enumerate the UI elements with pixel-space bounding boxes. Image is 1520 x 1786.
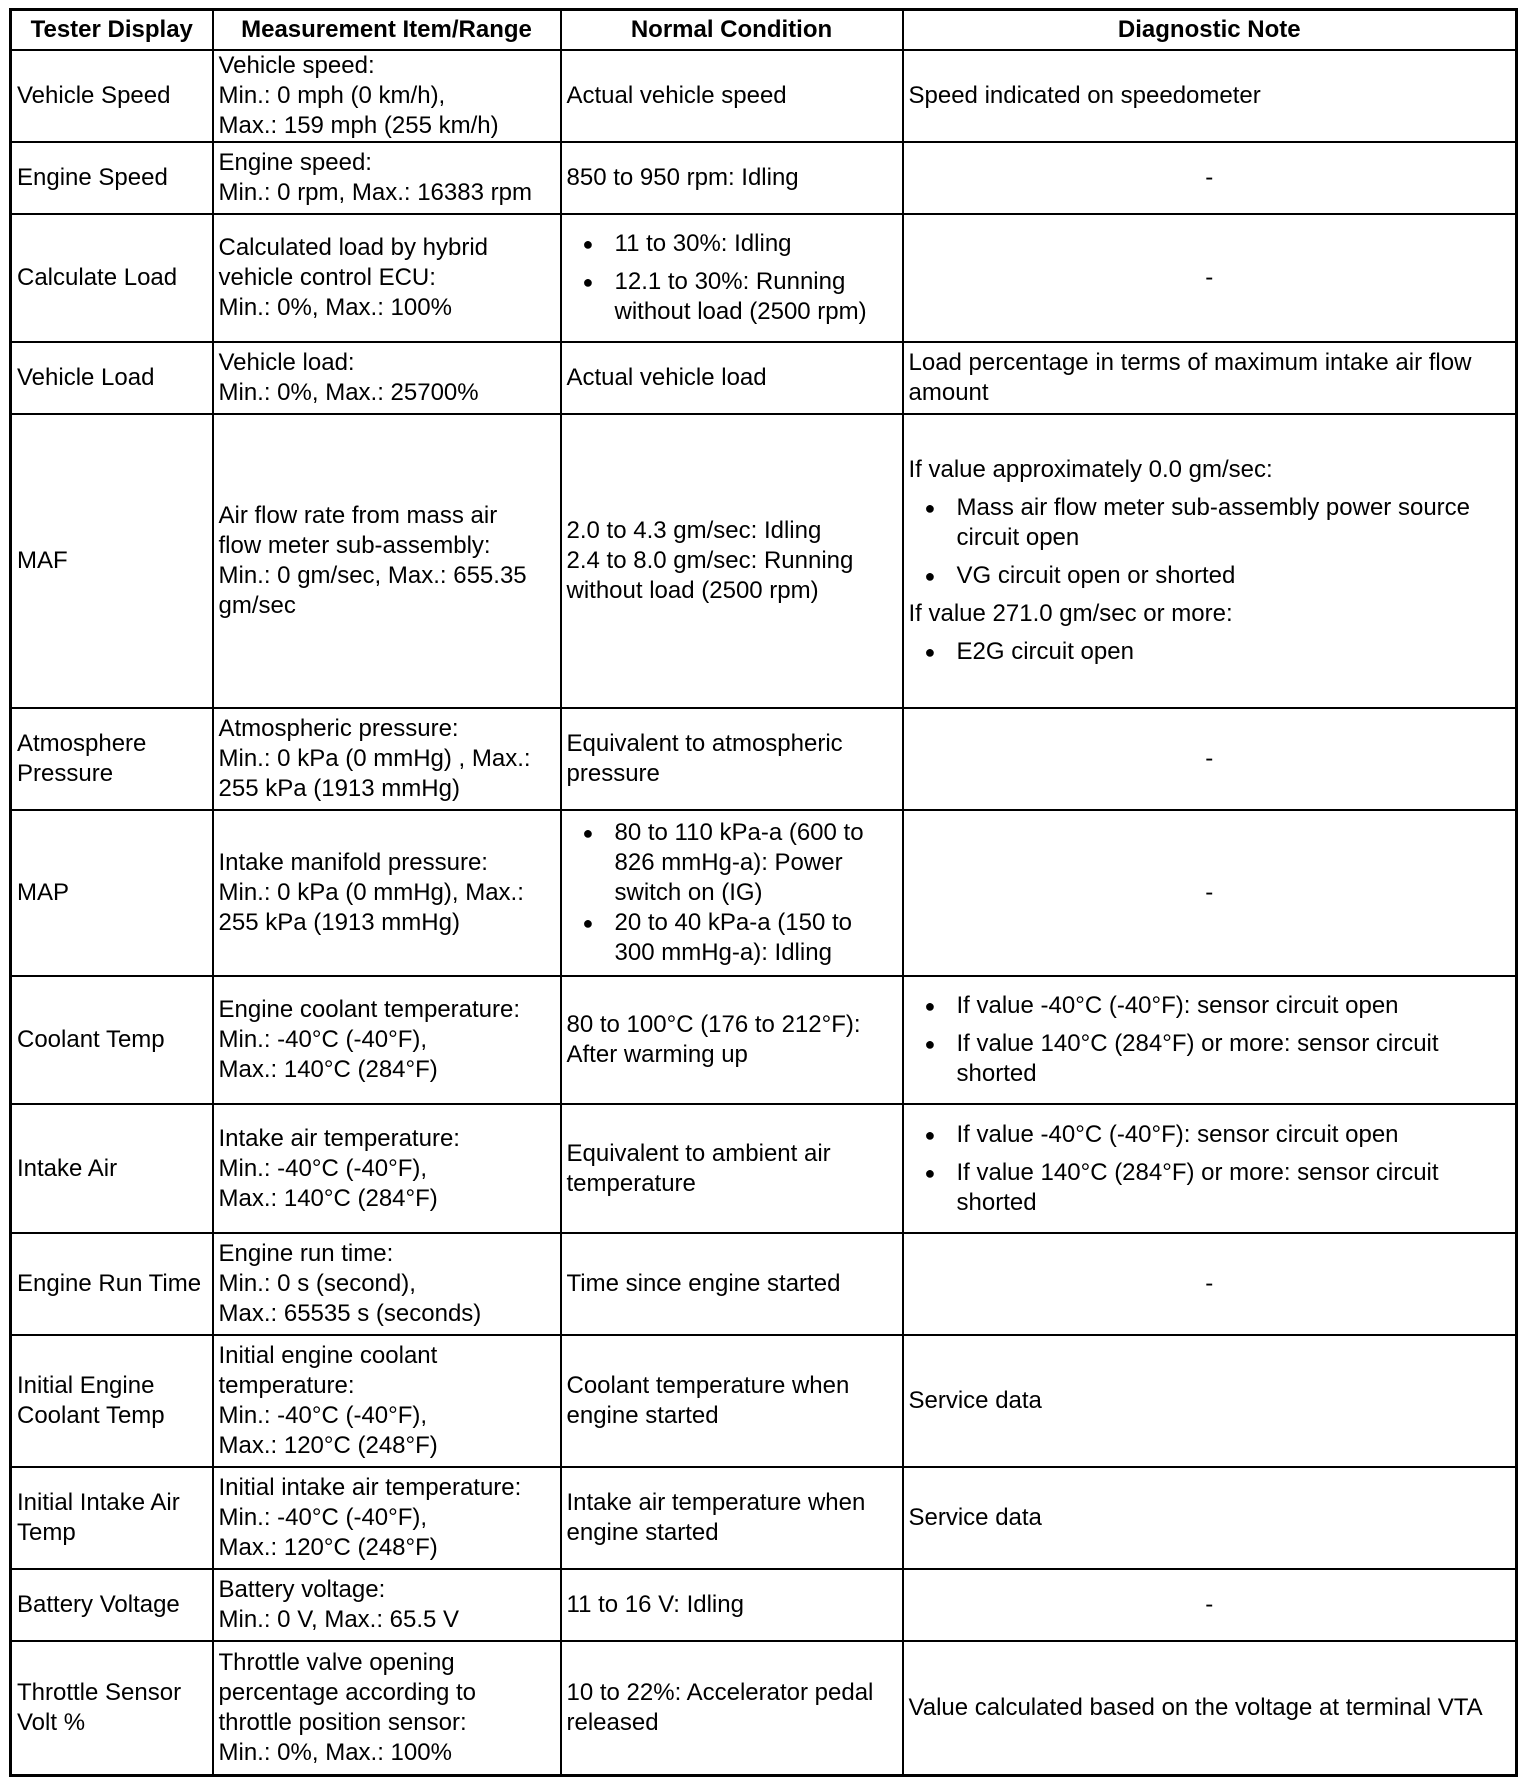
measurement-range-cell: Vehicle speed: Min.: 0 mph (0 km/h), Max.: 159 mph (255 km/h) xyxy=(213,50,561,142)
diagnostic-note-cell xyxy=(903,1104,1517,1232)
tester-display-cell: MAF xyxy=(11,414,213,707)
table-row xyxy=(11,708,1517,810)
tester-display-cell: Throttle Sensor Volt % xyxy=(11,1641,213,1775)
diagnostic-note-cell: - xyxy=(903,1233,1517,1335)
diagnostic-note-cell: Service data xyxy=(903,1467,1517,1569)
tester-display-cell: Coolant Temp xyxy=(11,976,213,1104)
measurement-range-cell: Engine run time: Min.: 0 s (second), Max.: 65535 s (seconds) xyxy=(213,1233,561,1335)
table-row xyxy=(11,1569,1517,1641)
normal-condition-cell: Coolant temperature when engine started xyxy=(561,1335,903,1467)
normal-condition-cell: 10 to 22%: Accelerator pedal released xyxy=(561,1641,903,1775)
normal-condition-cell: Actual vehicle load xyxy=(561,342,903,414)
header-normal-condition: Normal Condition xyxy=(561,10,903,51)
normal-condition-cell: Time since engine started xyxy=(561,1233,903,1335)
normal-condition-cell: 850 to 950 rpm: Idling xyxy=(561,142,903,214)
diagnostic-note-cell: - xyxy=(903,142,1517,214)
tester-display-cell: Initial Intake Air Temp xyxy=(11,1467,213,1569)
diagnostic-note-cell: - xyxy=(903,708,1517,810)
table-row xyxy=(11,1104,1517,1232)
list-item: ● 80 to 110 kPa-a (600 to 826 mmHg-a): Power switch on (IG) xyxy=(567,818,897,908)
tester-display-cell: Battery Voltage xyxy=(11,1569,213,1641)
measurement-range-cell: Air flow rate from mass air flow meter sub-assembly: Min.: 0 gm/sec, Max.: 655.35 gm/sec xyxy=(213,414,561,707)
tester-display-cell: Engine Speed xyxy=(11,142,213,214)
list-item: ● 12.1 to 30%: Running without load (2500 rpm) xyxy=(567,267,897,327)
header-row xyxy=(11,10,1517,51)
list-item: ● 20 to 40 kPa-a (150 to 300 mmHg-a): Idling xyxy=(567,908,897,968)
table-row xyxy=(11,414,1517,707)
table-row xyxy=(11,1233,1517,1335)
tester-display-cell: Intake Air xyxy=(11,1104,213,1232)
list-item: ● If value -40°C (-40°F): sensor circuit open xyxy=(909,1120,1511,1150)
list-item: ● If value 140°C (284°F) or more: sensor circuit shorted xyxy=(909,1029,1511,1089)
header-measurement-item: Measurement Item/Range xyxy=(213,10,561,51)
table-row xyxy=(11,342,1517,414)
normal-condition-cell: 80 to 100°C (176 to 212°F): After warming up xyxy=(561,976,903,1104)
list-item: ● Mass air flow meter sub-assembly power source circuit open xyxy=(909,493,1511,553)
measurement-range-cell: Intake air temperature: Min.: -40°C (-40°F), Max.: 140°C (284°F) xyxy=(213,1104,561,1232)
normal-condition-cell xyxy=(561,810,903,976)
list-item: ● If value 140°C (284°F) or more: sensor circuit shorted xyxy=(909,1158,1511,1218)
list-item: ● 11 to 30%: Idling xyxy=(567,229,897,259)
normal-condition-cell xyxy=(561,214,903,342)
normal-condition-cell: 11 to 16 V: Idling xyxy=(561,1569,903,1641)
note-intro: If value approximately 0.0 gm/sec: xyxy=(908,456,1273,484)
tester-display-cell: Vehicle Speed xyxy=(11,50,213,142)
header-diagnostic-note: Diagnostic Note xyxy=(903,10,1517,51)
measurement-range-cell: Battery voltage: Min.: 0 V, Max.: 65.5 V xyxy=(213,1569,561,1641)
diagnostic-note-cell: - xyxy=(903,214,1517,342)
tester-display-cell: Calculate Load xyxy=(11,214,213,342)
diagnostic-note-cell: Value calculated based on the voltage at terminal VTA xyxy=(903,1641,1517,1775)
measurement-range-cell: Throttle valve opening percentage according to throttle position sensor: Min.: 0%, Max.: 100% xyxy=(213,1641,561,1775)
measurement-range-cell: Intake manifold pressure: Min.: 0 kPa (0 mmHg), Max.: 255 kPa (1913 mmHg) xyxy=(213,810,561,976)
note-intro: If value 271.0 gm/sec or more: xyxy=(908,600,1233,628)
measurement-range-cell: Initial intake air temperature: Min.: -40°C (-40°F), Max.: 120°C (248°F) xyxy=(213,1467,561,1569)
diagnostic-note-cell: Speed indicated on speedometer xyxy=(903,50,1517,142)
tester-display-cell: Initial Engine Coolant Temp xyxy=(11,1335,213,1467)
normal-condition-cell: Intake air temperature when engine started xyxy=(561,1467,903,1569)
normal-condition-cell: Equivalent to ambient air temperature xyxy=(561,1104,903,1232)
table-row xyxy=(11,142,1517,214)
normal-condition-cell: 2.0 to 4.3 gm/sec: Idling 2.4 to 8.0 gm/sec: Running without load (2500 rpm) xyxy=(561,414,903,707)
measurement-range-cell: Atmospheric pressure: Min.: 0 kPa (0 mmHg) , Max.: 255 kPa (1913 mmHg) xyxy=(213,708,561,810)
measurement-range-cell: Initial engine coolant temperature: Min.: -40°C (-40°F), Max.: 120°C (248°F) xyxy=(213,1335,561,1467)
normal-condition-cell: Actual vehicle speed xyxy=(561,50,903,142)
normal-condition-cell: Equivalent to atmospheric pressure xyxy=(561,708,903,810)
diagnostic-note-cell: - xyxy=(903,810,1517,976)
table-row xyxy=(11,810,1517,976)
measurement-range-cell: Engine speed: Min.: 0 rpm, Max.: 16383 rpm xyxy=(213,142,561,214)
diagnostic-note-cell xyxy=(903,976,1517,1104)
measurement-range-cell: Engine coolant temperature: Min.: -40°C (-40°F), Max.: 140°C (284°F) xyxy=(213,976,561,1104)
list-item: ● If value -40°C (-40°F): sensor circuit open xyxy=(909,991,1511,1021)
service-data-table xyxy=(9,8,1518,1777)
table-row xyxy=(11,1467,1517,1569)
table-row xyxy=(11,50,1517,142)
table-row xyxy=(11,214,1517,342)
measurement-range-cell: Vehicle load: Min.: 0%, Max.: 25700% xyxy=(213,342,561,414)
measurement-range-cell: Calculated load by hybrid vehicle control ECU: Min.: 0%, Max.: 100% xyxy=(213,214,561,342)
diagnostic-note-cell: Service data xyxy=(903,1335,1517,1467)
table-row xyxy=(11,976,1517,1104)
tester-display-cell: Vehicle Load xyxy=(11,342,213,414)
list-item: ● VG circuit open or shorted xyxy=(909,561,1511,591)
list-item: ● E2G circuit open xyxy=(909,637,1511,667)
table-row xyxy=(11,1641,1517,1775)
diagnostic-note-cell: - xyxy=(903,1569,1517,1641)
diagnostic-note-cell xyxy=(903,414,1517,707)
diagnostic-note-cell: Load percentage in terms of maximum intake air flow amount xyxy=(903,342,1517,414)
header-tester-display: Tester Display xyxy=(11,10,213,51)
tester-display-cell: Engine Run Time xyxy=(11,1233,213,1335)
tester-display-cell: MAP xyxy=(11,810,213,976)
tester-display-cell: Atmosphere Pressure xyxy=(11,708,213,810)
table-row xyxy=(11,1335,1517,1467)
